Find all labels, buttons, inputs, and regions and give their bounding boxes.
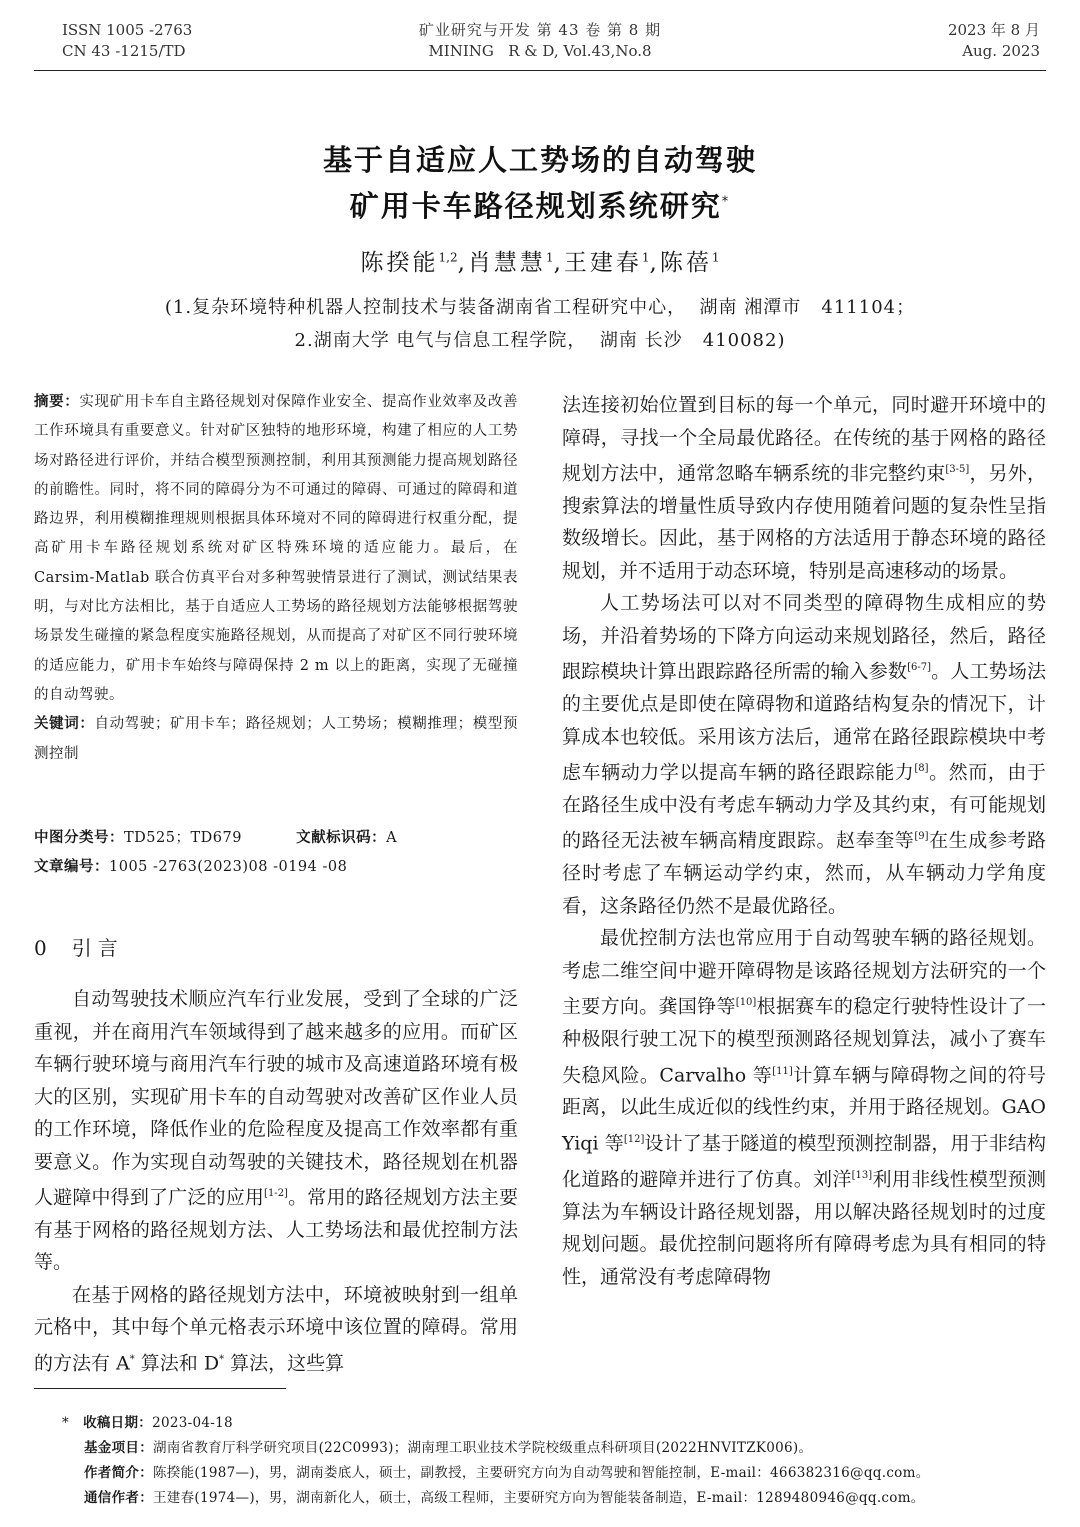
header-rule	[34, 70, 1046, 71]
author: 陈蓓$^1$	[659, 250, 720, 276]
author-affiliation: 1	[711, 250, 720, 265]
section-title: 引言	[71, 936, 124, 960]
journal-name-cn: 矿业研究与开发 第 43 卷 第 8 期	[418, 21, 662, 39]
corr-label: 通信作者：	[84, 1490, 153, 1506]
title-footnote-mark: *	[721, 194, 731, 210]
footnote-star: *	[62, 1415, 70, 1431]
paragraph: 最优控制方法也常应用于自动驾驶车辆的路径规划。考虑二维空间中避开障碍物是该路径规划方法研究的一个主要方向。龚国铮等[10]根据赛车的稳定行驶特性设计了一种极限行驶工况下的模型预测路径规划算法，减小了赛车失稳风险。Carvalho 等[11]计算车辆与障碍物之间的符号距离，以此生成近似的线性约束，并用于路径规划。GAO Yiqi 等[12]设计了基于隧道的模型预测控制器，用于非结构化道路的避障并进行了仿真。刘洋[13]利用非线性模型预测算法为车辆设计路径规划器，用以解决路径规划时的过度规划问题。最优控制问题将所有障碍考虑为具有相同的特性，通常没有考虑障碍物	[562, 927, 1046, 1288]
paragraph: 法连接初始位置到目标的每一个单元，同时避开环境中的障碍，寻找一个全局最优路径。在传统的基于网格的路径规划方法中，通常忽略车辆系统的非完整约束[3-5]，另外，搜索算法的增量性质导致内存使用随着问题的复杂性呈指数级增长。因此，基于网格的方法适用于静态环境的路径规划，并不适用于动态环境，特别是高速移动的场景。	[562, 394, 1046, 582]
paragraph: 人工势场法可以对不同类型的障碍物生成相应的势场，并沿着势场的下降方向运动来规划路径，然后，路径跟踪模块计算出跟踪路径所需的输入参数[6-7]。人工势场法的主要优点是即使在障碍物和道路结构复杂的情况下，计算成本也较低。采用该方法后，通常在路径跟踪模块中考虑车辆动力学以提高车辆的路径跟踪能力[8]。然而，由于在路径生成中没有考虑车辆动力学及其约束，有可能规划的路径无法被车辆高精度跟踪。赵奉奎等[9]在生成参考路径时考虑了车辆运动学约束，然而，从车辆动力学角度看，这条路径仍然不是最优路径。	[562, 592, 1046, 917]
received-label: 收稿日期：	[83, 1415, 153, 1431]
citation: [13]	[851, 1169, 873, 1181]
superscript: *	[219, 1353, 225, 1365]
header-right	[948, 20, 1040, 62]
abstract-text: 实现矿用卡车自主路径规划对保障作业安全、提高作业效率及改善工作环境具有重要意义。针对矿区独特的地形环境，构建了相应的人工势场对路径进行评价，并结合模型预测控制，利用其预测能力提高规划路径的前瞻性。同时，将不同的障碍分为不可通过的障碍、可通过的障碍和道路边界，利用模糊推理规则根据具体环境对不同的障碍进行权重分配，提高矿用卡车路径规划系统对矿区特殊环境的适应能力。最后，在 Carsim-Matlab 联合仿真平台对多种驾驶情景进行了测试，测试结果表明，与对比方法相比，基于自适应人工势场的路径规划方法能够根据驾驶场景发生碰撞的紧急程度实施路径规划，从而提高了对矿区不同行驶环境的适应能力，矿用卡车始终与障碍保持 2 m 以上的距离，实现了无碰撞的自动驾驶。	[34, 394, 519, 703]
article-number-value: 1005 -2763(2023)08 -0194 -08	[109, 859, 348, 875]
bio-text: 陈揆能(1987—)，男，湖南娄底人，硕士，副教授，主要研究方向为自动驾驶和智能控制，E-mail：466382316@qq.com。	[153, 1465, 930, 1481]
superscript: *	[129, 1353, 135, 1365]
footnote-bio	[84, 1461, 930, 1485]
bio-label: 作者简介：	[84, 1465, 153, 1481]
article-number-label: 文章编号：	[34, 859, 109, 875]
left-column-body	[34, 983, 518, 1380]
keywords-text: 自动驾驶；矿用卡车；路径规划；人工势场；模糊推理；模型预测控制	[34, 716, 519, 762]
title-line-2	[0, 184, 1080, 225]
citation: [11]	[772, 1065, 793, 1077]
received-date: 2023-04-18	[152, 1415, 233, 1431]
citation: [1-2]	[264, 1188, 288, 1199]
paragraph: 自动驾驶技术顺应汽车行业发展，受到了全球的广泛重视，并在商用汽车领域得到了越来越多的应用。而矿区车辆行驶环境与商用汽车行驶的城市及高速道路环境有极大的区别，实现矿用卡车的自动驾驶对改善矿区作业人员的工作环境，降低作业的危险程度及提高工作效率都有重要意义。作为实现自动驾驶的关键技术，路径规划在机器人避障中得到了广泛的应用[1-2]。常用的路径规划方法主要有基于网格的路径规划方法、人工势场法和最优控制方法等。	[34, 988, 518, 1274]
citation: [12]	[623, 1133, 645, 1145]
corr-text: 王建春(1974—)，男，湖南新化人，硕士，高级工程师，主要研究方向为智能装备制造，E-mail：1289480946@qq.com。	[153, 1490, 925, 1506]
title-line-2-text: 矿用卡车路径规划系统研究	[349, 189, 722, 223]
classification-row	[34, 824, 397, 853]
clc-value: TD525；TD679	[124, 830, 242, 846]
citation: [10]	[735, 997, 757, 1009]
affiliation-line-1: (1.复杂环境特种机器人控制技术与装备湖南省工程研究中心， 湖南 湘潭市 411104；	[164, 297, 916, 318]
cn-number: CN 43 -1215/TD	[62, 42, 186, 60]
issn: ISSN 1005 -2763	[62, 21, 193, 39]
author-affiliation: 1,2	[438, 250, 458, 265]
fund-label: 基金项目：	[84, 1440, 153, 1456]
title-line-1: 基于自适应人工势场的自动驾驶	[322, 143, 757, 177]
issue-date-en: Aug. 2023	[962, 42, 1040, 60]
citation: [8]	[914, 763, 929, 775]
author-affiliation: 1	[545, 250, 554, 265]
keywords-label: 关键词：	[34, 716, 95, 733]
footnote-fund	[84, 1436, 812, 1460]
author-affiliation: 1	[641, 250, 650, 265]
doc-code-value: A	[386, 830, 398, 846]
paragraph: 在基于网格的路径规划方法中，环境被映射到一组单元格中，其中每个单元格表示环境中该位置的障碍。常用的方法有 A* 算法和 D* 算法，这些算	[34, 1283, 518, 1375]
doc-code-label: 文献标识码：	[296, 830, 387, 846]
citation: [6-7]	[907, 662, 931, 674]
footnote-received	[62, 1411, 233, 1435]
clc-label: 中图分类号：	[34, 830, 124, 846]
article-number-row	[34, 853, 347, 882]
right-column-body	[562, 389, 1046, 1293]
author: 陈揆能$^{1,2}$,	[360, 250, 468, 276]
author: 肖慧慧$^1$,	[467, 250, 564, 276]
citation: [9]	[914, 831, 929, 843]
keywords	[34, 710, 518, 769]
abstract	[34, 388, 518, 710]
fund-text: 湖南省教育厅科学研究项目(22C0993)；湖南理工职业技术学院校级重点科研项目(2022HNVITZK006)。	[153, 1440, 813, 1456]
author: 王建春$^1$,	[563, 250, 660, 276]
issue-date-cn: 2023 年 8 月	[947, 21, 1040, 39]
citation: [3-5]	[945, 464, 970, 475]
footnote-rule	[34, 1388, 286, 1389]
journal-name-en: MINING R & D, Vol.43,No.8	[428, 42, 652, 60]
section-heading	[34, 932, 124, 961]
abstract-label: 摘要：	[34, 394, 80, 410]
section-number: 0	[34, 936, 48, 960]
header-center	[0, 20, 1080, 62]
affiliation-line-2: 2.湖南大学 电气与信息工程学院， 湖南 长沙 410082)	[294, 330, 786, 351]
abstract-block	[34, 388, 518, 769]
author-list	[0, 244, 1080, 277]
footnote-corresponding	[84, 1486, 925, 1510]
